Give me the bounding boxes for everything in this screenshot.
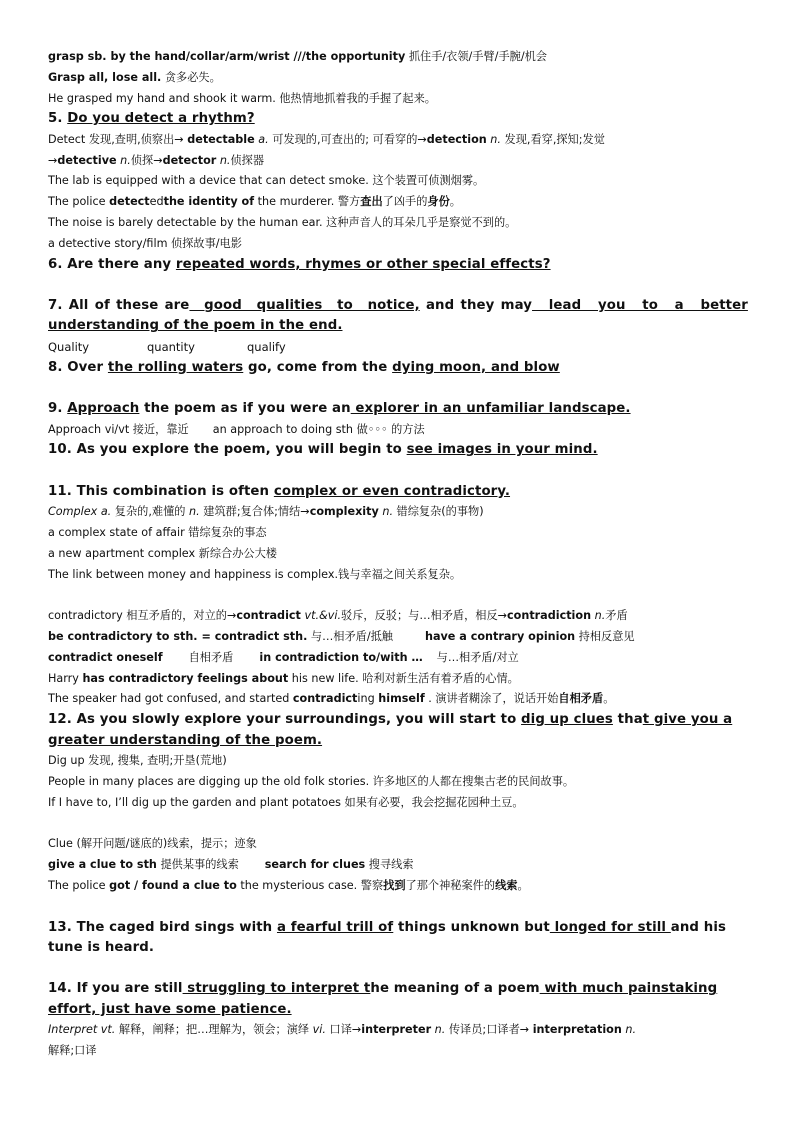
question-underlined: longed for still [549, 919, 671, 935]
spacer [48, 275, 748, 296]
term: Complex a. [48, 505, 112, 519]
question-underlined: struggling to interpret t [182, 981, 371, 997]
text: 解释，阐释；把…理解为，领会；演绎 [115, 1023, 313, 1037]
line-detective-forms [48, 151, 748, 172]
term: 找到 [383, 878, 406, 892]
text: 侦探→ [130, 153, 163, 167]
example-sentence: People in many places are digging up the old folk stories. 许多地区的人都在搜集古老的民间故事。 [48, 774, 575, 788]
text: 矛盾 [605, 609, 628, 623]
example-phrase: a detective story/film 侦探故事/电影 [48, 236, 242, 250]
term: Interpret vt. [48, 1023, 116, 1037]
text: an approach to doing sth 做◦◦◦ 的方法 [212, 422, 425, 436]
text: 复杂的,难懂的 [111, 505, 190, 519]
text: ing [357, 692, 379, 706]
word-family [48, 337, 748, 358]
question-underlined: the rolling waters [107, 359, 244, 375]
word: may [500, 297, 533, 313]
question-underlined: lead you to a better [532, 297, 748, 313]
pos: n. [621, 1023, 637, 1037]
line-contradict-phrases [48, 648, 748, 669]
line-contradict-phrases [48, 627, 748, 648]
line-interpret-forms [48, 1020, 748, 1041]
text: 持相反意见 [575, 629, 635, 643]
term: detectable [187, 132, 255, 146]
question-7-continued [48, 316, 748, 337]
question-8 [48, 358, 748, 379]
question-14 [48, 979, 748, 1000]
text: 搜寻线索 [365, 858, 414, 872]
word: Quality [48, 339, 90, 354]
example-sentence [48, 876, 748, 897]
question-12 [48, 710, 748, 731]
spacer [48, 461, 748, 482]
question-13-continued: tune is heard. [48, 940, 155, 955]
text: 与…相矛盾/对立 [436, 650, 519, 664]
translation: 抓住手/衣领/手臂/手腕/机会 [405, 50, 547, 63]
term: detection [426, 132, 487, 146]
pos: a. [254, 132, 269, 146]
phrase: grasp sb. by the hand/collar/arm/wrist ///the opportunity [48, 50, 406, 63]
text: The speaker had got confused, and started [48, 692, 293, 706]
text: contradictory 相互矛盾的，对立的→ [48, 609, 237, 623]
text: 自相矛盾 [188, 650, 234, 664]
question-text: the poem as if you were an [139, 401, 351, 417]
question-underlined: with much painstaking [539, 981, 718, 997]
line-complex-forms [48, 502, 748, 523]
term: 自相矛盾 [558, 692, 604, 706]
question-13 [48, 918, 748, 939]
text: 侦探器 [230, 153, 265, 167]
text: 建筑群;复合体;情结→ [199, 505, 310, 519]
document-page [48, 47, 748, 1062]
text: 。 [517, 878, 529, 892]
word: 7. [48, 297, 63, 313]
question-text: he meaning of a poem [370, 981, 540, 997]
line-dig-up: Dig up 发现, 搜集, 查明;开垦(荒地) [48, 754, 227, 768]
term: interpreter [361, 1023, 432, 1037]
question-underlined: complex or even contradictory. [273, 483, 511, 499]
question-underlined: Do you detect a rhythm? [67, 111, 255, 127]
term: be contradictory to sth. = contradict sth. [48, 629, 308, 643]
spacer [48, 897, 748, 918]
term: contradiction [507, 609, 592, 623]
question-text: 11. This combination is often [48, 483, 274, 499]
line-grasp-phrases [48, 47, 748, 68]
pos: vi. [312, 1023, 326, 1037]
text: Detect 发现,查明,侦察出→ [48, 132, 188, 146]
example-sentence: The noise is barely detectable by the human ear. 这种声音人的耳朵几乎是察觉不到的。 [48, 216, 517, 230]
word: they [460, 297, 495, 313]
text: 口译→ [325, 1023, 362, 1037]
question-text: 14. If you are still [48, 981, 183, 997]
question-underlined: Approach [67, 401, 140, 417]
question-underlined: a fearful trill of [276, 919, 394, 935]
word: are [164, 297, 190, 313]
question-12-continued [48, 731, 748, 752]
term: have a contrary opinion [425, 629, 576, 643]
example-sentence: The link between money and happiness is complex.钱与幸福之间关系复杂。 [48, 567, 462, 581]
text: the murderer. 警方 [254, 195, 361, 209]
line-grasp-proverb [48, 68, 748, 89]
line-clue: Clue (解开问题/谜底的)线索，提示；迹象 [48, 837, 257, 851]
term: contradict [292, 692, 358, 706]
term: 身份 [427, 195, 450, 209]
text: 传译员;口译者→ [445, 1023, 533, 1037]
question-underlined: t give you a [642, 712, 733, 728]
pos: n. [591, 609, 606, 623]
question-text: 12. As you slowly explore your surroundings, you will start to [48, 712, 522, 728]
spacer [48, 959, 748, 980]
translation: 贪多必失。 [161, 70, 221, 84]
text: The police [48, 878, 110, 892]
question-underlined: see images in your mind. [406, 442, 598, 458]
text: The police [48, 195, 110, 209]
question-text: tha [612, 712, 643, 728]
example-sentence [48, 192, 748, 213]
term: detect [109, 195, 150, 209]
question-text: go, come from the [243, 359, 393, 375]
pos: n. [431, 1023, 446, 1037]
spacer [48, 378, 748, 399]
question-text: 8. Over [48, 359, 108, 375]
text: 了凶手的 [382, 195, 428, 209]
pos: vt.&vi. [300, 609, 342, 623]
line-approach [48, 420, 748, 441]
term: himself [378, 692, 425, 706]
spacer [48, 814, 748, 835]
line-clue-phrases [48, 855, 748, 876]
question-text: 13. The caged bird sings with [48, 919, 277, 935]
question-underlined: dig up clues [521, 712, 613, 728]
term: has contradictory feelings about [82, 671, 289, 685]
example-sentence: The lab is equipped with a device that can detect smoke. 这个装置可侦测烟雾。 [48, 174, 485, 188]
text: 。 [449, 195, 461, 209]
question-underlined: effort, just have some patience. [48, 1001, 292, 1017]
line-contradictory-forms [48, 606, 748, 627]
question-text: and his [670, 919, 727, 935]
term: detective [57, 153, 117, 167]
question-underlined: understanding of the poem in the end. [48, 318, 343, 334]
word: of [94, 297, 110, 313]
question-text: 6. Are there any [48, 256, 176, 272]
question-5 [48, 109, 748, 130]
example-sentence: He grasped my hand and shook it warm. 他热情地抓着我的手握了起来。 [48, 91, 436, 105]
proverb: Grasp all, lose all. [48, 70, 162, 84]
text: 与…相矛盾/抵触 [307, 629, 393, 643]
word: qualify [247, 339, 286, 354]
text: 可发现的,可查出的; 可看穿的→ [268, 132, 427, 146]
text: ed [149, 195, 164, 209]
word: these [116, 297, 159, 313]
term: 查出 [360, 195, 383, 209]
text: . 演讲者糊涂了，说话开始 [424, 692, 559, 706]
question-underlined: greater understanding of the poem. [48, 732, 323, 748]
example-phrase: a complex state of affair 错综复杂的事态 [48, 525, 267, 539]
question-underlined: explorer in an unfamiliar landscape. [350, 401, 631, 417]
spacer [48, 585, 748, 606]
question-text: 9. [48, 401, 68, 417]
line-interpret-continued: 解释;口译 [48, 1044, 97, 1058]
pos: n. [378, 505, 393, 519]
text: → [48, 153, 58, 167]
example-sentence [48, 689, 748, 710]
example-sentence: If I have to, I’ll dig up the garden and plant potatoes 如果有必要，我会挖掘花园种土豆。 [48, 795, 524, 809]
question-11 [48, 482, 748, 503]
term: in contradiction to/with … [259, 650, 423, 664]
question-9 [48, 399, 748, 420]
text: 发现,看穿,探知;发觉 [500, 132, 605, 146]
question-10 [48, 440, 748, 461]
question-underlined: repeated words, rhymes or other special effects? [175, 256, 551, 272]
word: quantity [147, 339, 195, 354]
term: got / found a clue to [109, 878, 237, 892]
text: Approach vi/vt 接近，靠近 [48, 422, 189, 436]
term: complexity [309, 505, 379, 519]
term: search for clues [264, 858, 366, 872]
term: interpretation [532, 1023, 622, 1037]
text: the mysterious case. 警察 [236, 878, 384, 892]
term: detector [162, 153, 217, 167]
example-phrase: a new apartment complex 新综合办公大楼 [48, 546, 277, 560]
pos: n. [116, 153, 131, 167]
line-detect-forms [48, 130, 748, 151]
question-underlined: good qualities to notice, [189, 297, 420, 313]
question-7 [48, 296, 748, 317]
word: All [68, 297, 89, 313]
text: 。 [603, 692, 615, 706]
term: 线索 [495, 878, 518, 892]
text: Harry [48, 671, 83, 685]
text: 错综复杂(的事物) [393, 505, 484, 519]
pos: n. [216, 153, 231, 167]
text: 驳斥，反驳；与…相矛盾，相反→ [341, 609, 508, 623]
question-underlined: dying moon, and blow [392, 359, 560, 375]
term: the identity of [163, 195, 255, 209]
term: contradict oneself [48, 650, 163, 664]
question-number: 5. [48, 111, 68, 127]
question-14-continued [48, 1000, 748, 1021]
text: his new life. 哈利对新生活有着矛盾的心情。 [288, 671, 519, 685]
pos: n. [486, 132, 501, 146]
text: 提供某事的线索 [156, 858, 239, 872]
text: 了那个神秘案件的 [405, 878, 496, 892]
question-6 [48, 255, 748, 276]
term: give a clue to sth [48, 858, 157, 872]
question-text: things unknown but [393, 919, 550, 935]
word: and [425, 297, 455, 313]
term: contradict [236, 609, 301, 623]
pos: n. [189, 505, 200, 519]
question-text: 10. As you explore the poem, you will begin to [48, 442, 407, 458]
example-sentence [48, 669, 748, 690]
